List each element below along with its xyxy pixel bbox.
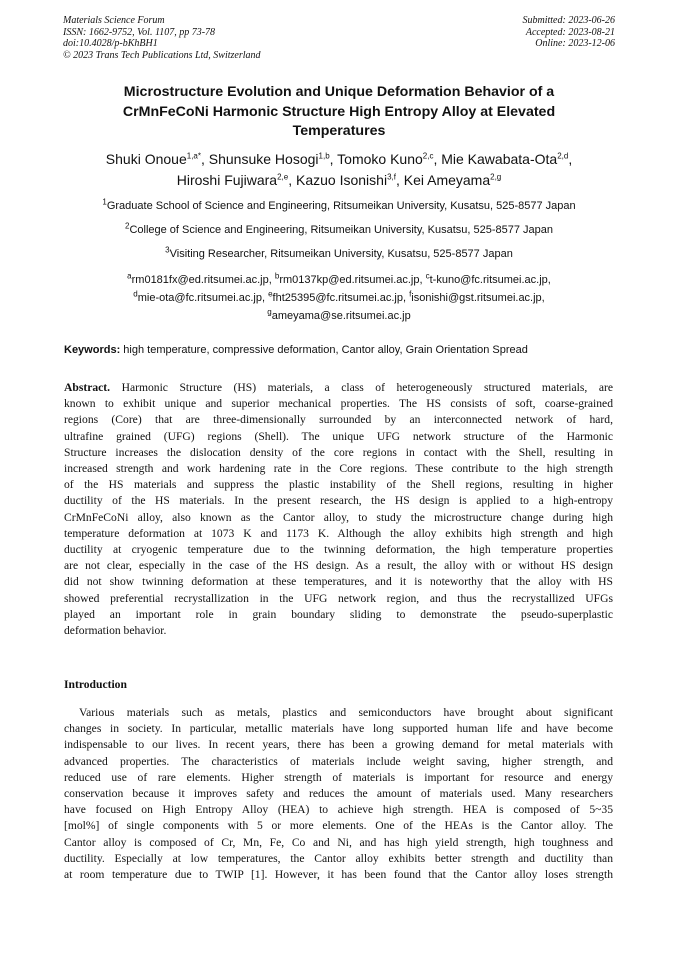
affiliation-2 — [50, 221, 628, 237]
author-sep: , — [288, 171, 296, 188]
abstract-line: CrMnFeCoNi alloy, also known as the Cantor alloy, to study the microstructure change during high — [64, 510, 613, 524]
author-name: Shuki Onoue — [105, 151, 187, 167]
affiliation-sup: 2 — [125, 221, 130, 231]
affiliation-text: Graduate School of Science and Engineering, Ritsumeikan University, Kusatsu, 525-8577 Japan — [106, 200, 576, 212]
intro-line: ductility. Especially at low temperatures, the Cantor alloy exhibits better strength and ductility than — [64, 851, 613, 865]
email-sup: f — [409, 289, 412, 299]
author-sep: , — [200, 151, 209, 167]
abstract — [64, 380, 613, 639]
abstract-line: of the HS materials and suppress the plastic instability of the Shell regions, resulting in higher — [64, 478, 613, 492]
affiliation-text: College of Science and Engineering, Ritsumeikan University, Kusatsu, 525-8577 Japan — [129, 224, 553, 236]
email-link[interactable]: ameyama@se.ritsumei.ac.jp — [271, 310, 411, 323]
email-link[interactable]: isonishi@gst.ritsumei.ac.jp, — [411, 292, 545, 305]
email-link[interactable]: mie-ota@fc.ritsumei.ac.jp, — [137, 292, 269, 305]
author-sup: 1,a* — [186, 151, 201, 161]
title-line: Temperatures — [292, 123, 386, 139]
affiliation-sup: 3 — [165, 245, 170, 255]
paper-title — [60, 83, 618, 142]
author-list — [50, 149, 628, 190]
email-line — [50, 289, 628, 307]
author-name: Kei Ameyama — [403, 171, 491, 188]
journal-name: Materials Science Forum — [63, 15, 165, 26]
affiliation-sup: 1 — [102, 197, 107, 207]
author-sep: , — [568, 151, 573, 167]
title-line: Microstructure Evolution and Unique Deformation Behavior of a — [123, 84, 555, 100]
abstract-line — [64, 380, 613, 396]
email-line — [50, 307, 628, 325]
abstract-line: increased strength and work hardening rate in the Core regions. These contribute to the high strength — [64, 462, 613, 476]
intro-line: at room temperature due to TWIP [1]. However, it has been found that the Cantor alloy loses strength — [64, 868, 613, 882]
author-name: Shunsuke Hosogi — [208, 151, 319, 167]
online-date: Online: 2023-12-06 — [535, 38, 615, 49]
intro-line: reduced use of rare elements. Higher strength of materials is important for resource and energy — [64, 770, 613, 784]
journal-header — [63, 15, 261, 61]
author-name: Kazuo Isonishi — [296, 171, 388, 188]
affiliation-3 — [50, 245, 628, 261]
keywords-text: high temperature, compressive deformation, Cantor alloy, Grain Orientation Spread — [120, 344, 528, 356]
author-sup: 2,e — [277, 171, 289, 181]
abstract-line: regions (Core) that are three-dimensionally surrounded by an interconnected network of hard, — [64, 413, 613, 427]
author-sup: 3,f — [387, 171, 396, 181]
email-link[interactable]: t-kuno@fc.ritsumei.ac.jp, — [429, 274, 551, 286]
accepted-date: Accepted: 2023-08-21 — [525, 26, 615, 38]
author-line — [50, 149, 628, 170]
email-link[interactable]: fht25395@fc.ritsumei.ac.jp, — [272, 292, 410, 305]
abstract-line: deformation behavior. — [64, 624, 167, 638]
keywords-label: Keywords: — [64, 344, 121, 356]
email-sup: e — [268, 289, 273, 299]
dates-header — [523, 15, 616, 50]
email-sup: b — [274, 271, 280, 281]
abstract-line: known to exhibit unique and superior mechanical properties. The HS consists of soft, coarse-grained — [64, 397, 613, 411]
intro-text: Various materials such as metals, plastics and semiconductors have brought about significant — [79, 706, 613, 719]
abstract-line: are not clear, especially in the case of the HS design. As a result, the alloy with or without HS design — [64, 559, 613, 573]
author-sep: , — [395, 171, 404, 188]
abstract-line: ductility of the HS materials. In the present research, the HS design is applied to a high-entropy — [64, 494, 613, 508]
intro-line: changes in society. In particular, metallic materials have long supported human life and have become — [64, 722, 613, 736]
abstract-line: did not show twinning deformation at these temperatures, and it is noteworthy that the alloy with HS — [64, 575, 613, 589]
abstract-line: temperature deformation at 1073 K and 1173 K. Although the alloy exhibits high strength and high — [64, 526, 613, 540]
email-list — [50, 271, 628, 326]
submitted-date: Submitted: 2023-06-26 — [522, 15, 615, 26]
intro-line — [64, 705, 613, 721]
author-sep: , — [433, 151, 442, 167]
intro-line: indispensable to our lives. In recent years, there has been a growing demand for metal materials with — [64, 738, 613, 752]
author-name: Hiroshi Fujiwara — [176, 171, 278, 188]
section-heading-introduction: Introduction — [64, 678, 127, 691]
intro-line: conservation because it improves safety and reduces the amount of materials used. Many researchers — [64, 787, 613, 801]
email-line — [50, 271, 628, 289]
affiliation-1 — [50, 197, 628, 213]
abstract-line: ultrafine grained (UFG) regions (Shell). The unique UFG network structure of the Harmonic — [64, 429, 613, 443]
abstract-line: played an important role in grain boundary sliding to demonstrate the pseudo-superplastic — [64, 607, 613, 621]
email-sup: d — [133, 289, 138, 299]
author-sup: 2,g — [490, 171, 502, 181]
author-sep: , — [329, 151, 338, 167]
doi-line[interactable]: doi:10.4028/p-bKhBH1 — [63, 38, 158, 49]
author-line — [50, 170, 628, 191]
author-sup: 2,c — [422, 151, 434, 161]
email-sup: c — [425, 271, 430, 281]
intro-line: Cantor alloy is composed of Cr, Mn, Fe, Co and Ni, and has high yield strength, high toughness and — [64, 835, 613, 849]
abstract-text: Harmonic Structure (HS) materials, a class of heterogeneously structured materials, are — [110, 381, 613, 394]
author-sup: 2,d — [557, 151, 569, 161]
email-sup: a — [127, 271, 132, 281]
affiliation-text: Visiting Researcher, Ritsumeikan University, Kusatsu, 525-8577 Japan — [169, 248, 513, 260]
introduction-body — [64, 705, 613, 883]
issn-line: ISSN: 1662-9752, Vol. 1107, pp 73-78 — [63, 26, 216, 38]
email-sup: g — [267, 307, 272, 317]
keywords — [64, 344, 624, 357]
abstract-line: ductility at cryogenic temperature due to the twinning deformation, the high temperature properties — [64, 543, 613, 557]
author-name: Tomoko Kuno — [337, 151, 423, 167]
abstract-label: Abstract. — [64, 381, 111, 394]
intro-line: advanced properties. The characteristics of materials include weight saving, higher strength, and — [64, 754, 613, 768]
email-link[interactable]: rm0181fx@ed.ritsumei.ac.jp, — [131, 274, 275, 286]
email-link[interactable]: rm0137kp@ed.ritsumei.ac.jp, — [279, 274, 426, 286]
author-name: Mie Kawabata-Ota — [441, 151, 558, 167]
intro-line: have focused on High Entropy Alloy (HEA) to achieve high strength. HEA is composed of 5~35 — [64, 803, 613, 817]
intro-line: [mol%] of single components with 5 or more elements. One of the HEAs is the Cantor alloy. The — [64, 819, 613, 833]
copyright-line: © 2023 Trans Tech Publications Ltd, Switzerland — [63, 49, 261, 61]
author-sup: 1,b — [318, 151, 330, 161]
abstract-line: showed preferential recrystallization in the UFG network region, and thus the recrystallized UFGs — [64, 591, 613, 605]
title-line: CrMnFeCoNi Harmonic Structure High Entropy Alloy at Elevated — [122, 103, 556, 120]
abstract-line: Structure increases the dislocation density of the core regions in contact with the Shell, resulting in — [64, 445, 613, 459]
